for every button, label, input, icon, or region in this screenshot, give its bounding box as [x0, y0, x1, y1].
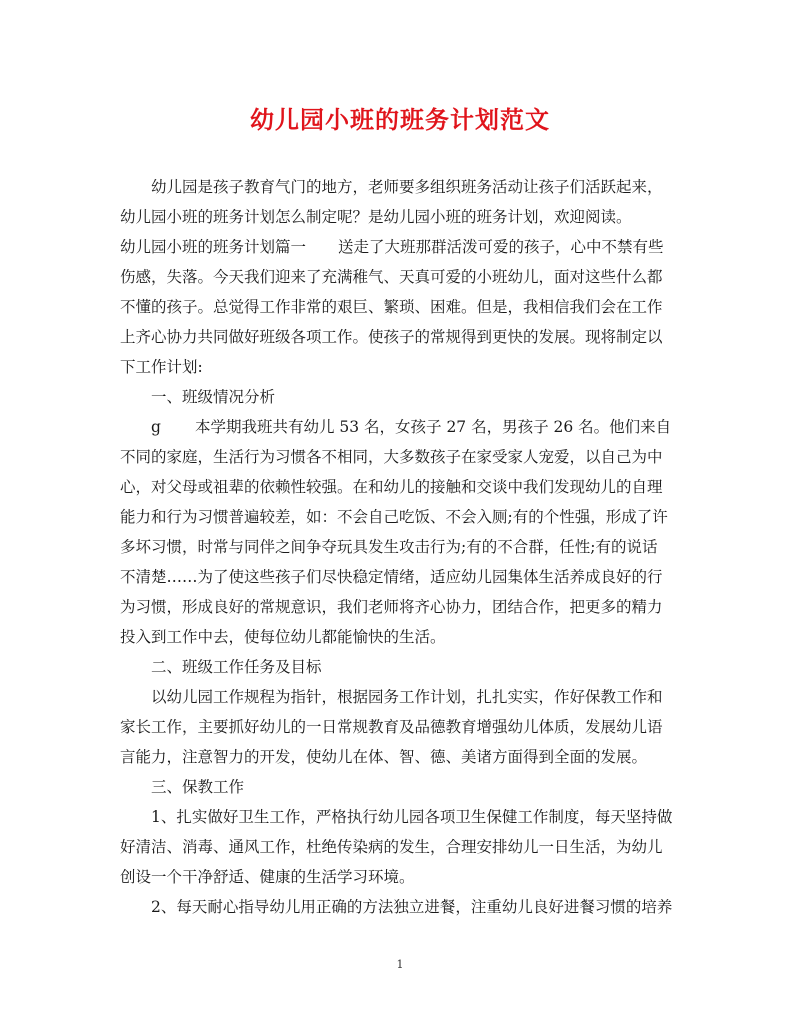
intro-line: 幼儿园是孩子教育气门的地方，老师要多组织班务活动让孩子们活跃起来，	[151, 178, 663, 196]
paragraph-line: 不同的家庭，生活行为习惯各不相同，大多数孩子在家受家人宠爱，以自己为中	[120, 448, 663, 466]
section-heading: 二、班级工作任务及目标	[151, 658, 322, 676]
section-heading: 一、班级情况分析	[151, 388, 276, 406]
paragraph-text: 本学期我班共有幼儿 53 名，女孩子 27 名，男孩子 26 名。他们来自	[194, 418, 672, 436]
paragraph-line	[120, 412, 685, 442]
document-body	[120, 172, 685, 922]
paragraph-line: 不懂的孩子。总觉得工作非常的艰巨、繁琐、困难。但是，我相信我们会在工作	[120, 298, 663, 316]
document-title: 幼儿园小班的班务计划范文	[250, 105, 550, 134]
list-item-line: 好清洁、消毒、通风工作，杜绝传染病的发生，合理安排幼儿一日生活，为幼儿	[120, 838, 663, 856]
paragraph-line: 不清楚……为了使这些孩子们尽快稳定情绪，适应幼儿园集体生活养成良好的行	[120, 568, 663, 586]
plan-heading: 幼儿园小班的班务计划篇一	[120, 238, 307, 256]
paragraph-line: 上齐心协力共同做好班级各项工作。使孩子的常规得到更快的发展。现将制定以	[120, 328, 663, 346]
paragraph-line: 以幼儿园工作规程为指针，根据园务工作计划，扎扎实实，作好保教工作和	[151, 688, 663, 706]
page-number: 1	[396, 958, 404, 971]
paragraph-line: 言能力，注意智力的开发，使幼儿在体、智、德、美诸方面得到全面的发展。	[120, 748, 648, 766]
plan-heading-line	[120, 232, 685, 262]
paragraph-line: 投入到工作中去，使每位幼儿都能愉快的生活。	[120, 628, 446, 646]
list-item-line: 创设一个干净舒适、健康的生活学习环境。	[120, 868, 415, 886]
intro-line: 幼儿园小班的班务计划怎么制定呢？是幼儿园小班的班务计划，欢迎阅读。	[120, 208, 632, 226]
list-item-line: 2、每天耐心指导幼儿用正确的方法独立进餐，注重幼儿良好进餐习惯的培养	[151, 898, 673, 916]
paragraph-line: 能力和行为习惯普遍较差，如：不会自己吃饭、不会入厕;有的个性强，形成了许	[120, 508, 668, 526]
paragraph-line: 心，对父母或祖辈的依赖性较强。在和幼儿的接触和交谈中我们发现幼儿的自理	[120, 478, 663, 496]
section-heading: 三、保教工作	[151, 778, 245, 796]
paragraph-text: 送走了大班那群活泼可爱的孩子，心中不禁有些	[338, 238, 664, 256]
paragraph-line: 家长工作，主要抓好幼儿的一日常规教育及品德教育增强幼儿体质，发展幼儿语	[120, 718, 663, 736]
list-item-line: 1、扎实做好卫生工作，严格执行幼儿园各项卫生保健工作制度，每天坚持做	[151, 808, 673, 826]
paragraph-line: 伤感，失落。今天我们迎来了充满稚气、天真可爱的小班幼儿，面对这些什么都	[120, 268, 663, 286]
paragraph-line: 为习惯，形成良好的常规意识，我们老师将齐心协力，团结合作，把更多的精力	[120, 598, 663, 616]
paragraph-line: 下工作计划:	[120, 358, 203, 376]
bullet-glyph: g	[151, 418, 161, 436]
paragraph-line: 多坏习惯，时常与同伴之间争夺玩具发生攻击行为;有的不合群，任性;有的说话	[120, 538, 658, 556]
